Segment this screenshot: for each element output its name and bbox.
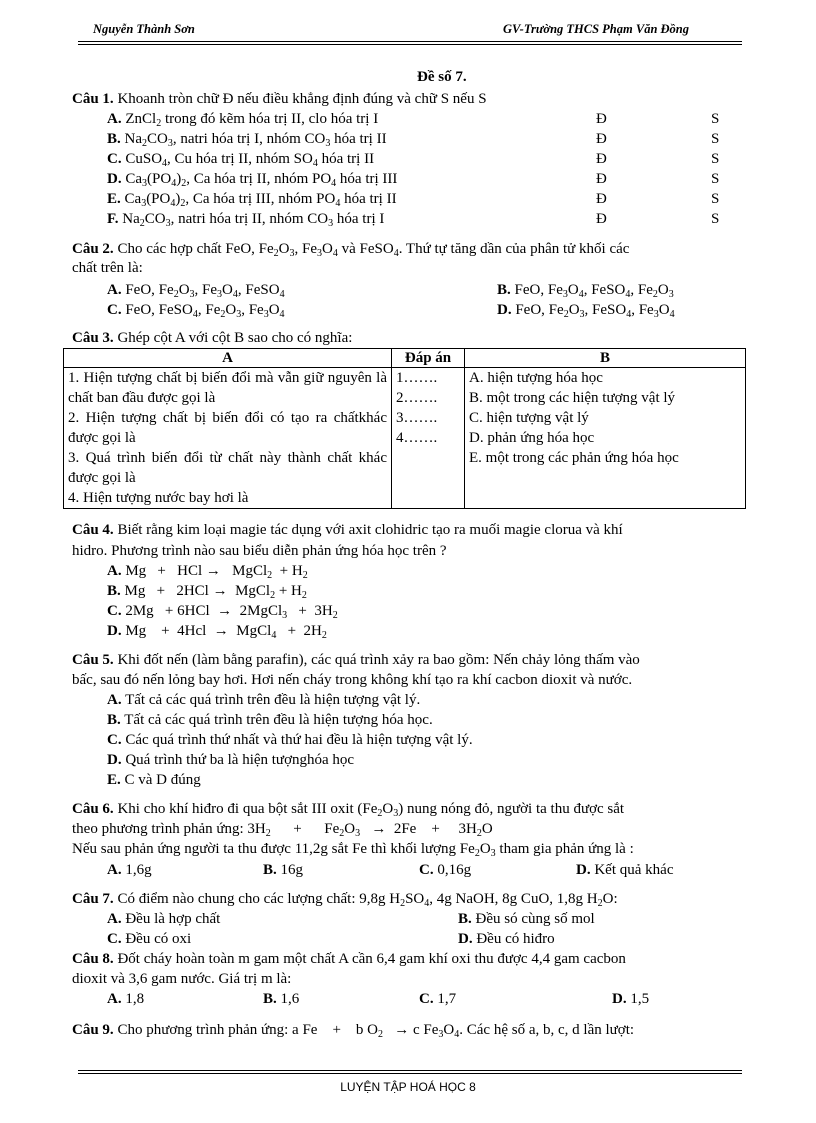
option-text: FeO, $Fe_2O_3$, $Fe_3O_4$, FeSO$_4$ [125, 282, 285, 300]
question-5-cont: bấc, sau đó nến lỏng bay hơi. Hơi nến cháy trong không khí tạo ra khí cacbon dioxit và nước. [72, 672, 633, 688]
false-choice[interactable]: S [711, 131, 720, 147]
option-letter: E. [107, 772, 121, 788]
option-text: Đều só cùng số mol [475, 911, 595, 927]
option-letter: B. [263, 862, 277, 878]
question-label: Câu 4. [72, 522, 114, 538]
option-letter: A. [107, 692, 122, 708]
option-letter: A. [107, 111, 122, 127]
question-7 [72, 890, 618, 909]
option-d[interactable] [497, 301, 675, 320]
true-choice[interactable]: Đ [596, 131, 607, 147]
true-choice[interactable]: Đ [596, 151, 607, 167]
option-a[interactable] [107, 691, 420, 710]
option-text: 1,6g [125, 862, 152, 878]
statement-text: CuSO$_4$, Cu hóa trị II, nhóm $SO_4$ hóa trị II [125, 151, 375, 169]
option-letter: A. [107, 282, 122, 298]
question-text: Biết rằng kim loại magie tác dụng với axit clohidric tạo ra muối magie clorua và khí [117, 522, 623, 538]
question-text: Khi cho khí hiđro đi qua bột sắt III oxit $(Fe_2O_3)$ nung nóng đỏ, người ta thu được sắt [117, 801, 625, 819]
question-4 [72, 521, 623, 540]
answer-blank[interactable]: 3……. [396, 410, 438, 426]
true-choice[interactable]: Đ [596, 211, 607, 227]
statement-e [107, 190, 397, 209]
option-letter: C. [419, 991, 434, 1007]
option-text: Các quá trình thứ nhất và thứ hai đều là hiện tượng vật lý. [125, 732, 473, 748]
option-text: Tất cả các quá trình trên đều là hiện tượng hóa học. [124, 712, 433, 728]
question-text: Có điểm nào chung cho các lượng chất: 9,8g $H_2SO_4$, 4g NaOH, 8g CuO, 1,8g $H_2O$: [117, 891, 618, 909]
statement-f [107, 210, 384, 229]
col-a-item: 4. Hiện tượng nước bay hơi là [68, 490, 249, 506]
true-choice[interactable]: Đ [596, 171, 607, 187]
exam-title: Đề số 7. [417, 69, 467, 85]
option-letter: B. [263, 991, 277, 1007]
col-b-item: A. hiện tượng hóa học [469, 370, 603, 386]
statement-d [107, 170, 397, 189]
option-text: Đều có hiđro [476, 931, 555, 947]
option-text: Tất cả các quá trình trên đều là hiện tượng vật lý. [125, 692, 421, 708]
option-text: C và D đúng [124, 772, 201, 788]
option-text: 1,6 [280, 991, 300, 1007]
option-a[interactable] [107, 562, 308, 581]
option-letter: A. [107, 991, 122, 1007]
option-text: 1,7 [437, 991, 457, 1007]
option-b[interactable] [263, 990, 299, 1009]
option-text: FeO, $Fe_3O_4$, FeSO$_4$, $Fe_2O_3$ [514, 282, 674, 300]
option-letter: D. [107, 171, 122, 187]
col-b-cell [465, 368, 746, 509]
question-1 [72, 90, 487, 109]
option-c[interactable] [107, 930, 191, 949]
option-a[interactable] [107, 990, 144, 1009]
option-letter: B. [497, 282, 511, 298]
question-label: Câu 8. [72, 951, 114, 967]
option-b[interactable] [107, 582, 307, 601]
option-letter: D. [458, 931, 473, 947]
option-letter: D. [107, 623, 122, 639]
false-choice[interactable]: S [711, 211, 720, 227]
option-d[interactable] [107, 751, 354, 770]
footer-rule [78, 1073, 742, 1074]
question-5 [72, 651, 640, 670]
option-d[interactable] [107, 622, 327, 641]
col-a-item: 3. Quá trình biến đổi từ chất này thành chất khác được gọi là [68, 450, 387, 486]
option-text: Mg + HCl → MgCl$_2$ + $H_2$ [125, 563, 308, 581]
question-text: Khi đốt nến (làm bằng parafin), các quá trình xảy ra bao gồm: Nến chảy lỏng thấm vào [117, 652, 640, 668]
option-d[interactable] [576, 861, 673, 880]
option-letter: D. [576, 862, 591, 878]
option-c[interactable] [107, 602, 338, 621]
question-4-cont: hidro. Phương trình nào sau biểu diễn phản ứng hóa học trên ? [72, 543, 447, 559]
question-6-cont: Nếu sau phản ứng người ta thu được 11,2g sắt Fe thì khối lượng $Fe_2O_3$ tham gia phản ứng là : [72, 841, 634, 859]
option-d[interactable] [612, 990, 649, 1009]
option-b[interactable] [107, 711, 433, 730]
question-label: Câu 3. [72, 330, 114, 346]
question-label: Câu 9. [72, 1022, 114, 1038]
matching-table [63, 348, 746, 509]
col-b-item: B. một trong các hiện tượng vật lý [469, 390, 676, 406]
statement-text: $Ca_3(PO_4)_2$, Ca hóa trị II, nhóm $PO_4$ hóa trị III [125, 171, 398, 189]
option-letter: D. [612, 991, 627, 1007]
option-letter: A. [107, 563, 122, 579]
true-choice[interactable]: Đ [596, 111, 607, 127]
question-text: Ghép cột A với cột B sao cho có nghĩa: [117, 330, 353, 346]
option-letter: E. [107, 191, 121, 207]
option-c[interactable] [419, 861, 471, 880]
question-8-cont: dioxit và 3,6 gam nước. Giá trị m là: [72, 971, 292, 987]
col-b-item: E. một trong các phản ứng hóa học [469, 450, 679, 466]
answer-blank[interactable]: 1……. [396, 370, 438, 386]
question-8 [72, 950, 626, 969]
statement-text: $Na_2CO_3$, natri hóa trị II, nhóm $CO_3$ hóa trị I [122, 211, 385, 229]
option-letter: C. [107, 302, 122, 318]
option-letter: D. [107, 752, 122, 768]
footer-rule [78, 1070, 742, 1071]
option-text: Kết quả khác [594, 862, 674, 878]
option-c[interactable] [419, 990, 456, 1009]
option-a[interactable] [107, 281, 285, 300]
option-text: 1,5 [630, 991, 650, 1007]
answer-cell[interactable] [392, 368, 465, 509]
col-b-item: D. phản ứng hóa học [469, 430, 595, 446]
option-text: Quá trình thứ ba là hiện tượnghóa học [125, 752, 355, 768]
header-school: GV-Trường THCS Phạm Văn Đồng [503, 22, 689, 36]
option-letter: B. [107, 583, 121, 599]
option-e[interactable] [107, 771, 201, 790]
col-b-item: C. hiện tượng vật lý [469, 410, 589, 426]
question-label: Câu 2. [72, 241, 114, 257]
question-text: Khoanh tròn chữ Đ nếu điều khẳng định đúng và chữ S nếu S [117, 91, 487, 107]
option-letter: D. [497, 302, 512, 318]
option-text: Mg + 2HCl → MgCl$_2$ + $H_2$ [124, 583, 307, 601]
question-2 [72, 240, 629, 259]
question-text: Cho phương trình phản ứng: a Fe + b $O_2 \to c$ $Fe_3O_4$. Các hệ số a, b, c, d lần lượt: [117, 1022, 635, 1040]
option-text: Mg + 4Hcl → MgCl$_4$ + $2H_2$ [125, 623, 327, 641]
statement-a [107, 110, 378, 129]
header-rule [78, 41, 742, 42]
option-letter: A. [107, 911, 122, 927]
false-choice[interactable]: S [711, 171, 720, 187]
false-choice[interactable]: S [711, 151, 720, 167]
question-text: Cho các hợp chất FeO, $Fe_2O_3$, $Fe_3O_4$ và FeSO$_4$. Thứ tự tăng dần của phân tử khối các [117, 241, 630, 259]
statement-b [107, 130, 387, 149]
option-letter: C. [107, 732, 122, 748]
answer-blank[interactable]: 4……. [396, 430, 438, 446]
option-text: Đều là hợp chất [125, 911, 221, 927]
statement-text: ZnCl$_2$ trong đó kẽm hóa trị II, clo hóa trị I [125, 111, 379, 129]
col-b-header: B [465, 349, 746, 368]
question-label: Câu 6. [72, 801, 114, 817]
option-letter: C. [107, 151, 122, 167]
option-text: FeO, $Fe_2O_3$, FeSO$_4$, $Fe_3O_4$ [515, 302, 675, 320]
option-letter: A. [107, 862, 122, 878]
option-c[interactable] [107, 301, 285, 320]
option-b[interactable] [497, 281, 674, 300]
statement-c [107, 150, 374, 169]
option-text: Đều có oxi [125, 931, 192, 947]
option-letter: B. [107, 712, 121, 728]
false-choice[interactable]: S [711, 111, 720, 127]
option-text: 1,8 [125, 991, 145, 1007]
question-3 [72, 329, 352, 348]
option-a[interactable] [107, 910, 220, 929]
question-2-cont: chất trên là: [72, 260, 143, 276]
option-letter: C. [419, 862, 434, 878]
option-text: 2Mg + 6HCl → 2MgCl$_3$ + $3H_2$ [125, 603, 338, 621]
header-rule [78, 44, 742, 45]
option-text: 16g [280, 862, 304, 878]
question-9 [72, 1021, 634, 1040]
col-a-item: 1. Hiện tượng chất bị biến đổi mà vẫn giữ nguyên là chất ban đầu được gọi là [68, 370, 387, 406]
question-label: Câu 5. [72, 652, 114, 668]
option-a[interactable] [107, 861, 152, 880]
option-letter: F. [107, 211, 119, 227]
footer-title: LUYỆN TẬP HOÁ HỌC 8 [340, 1080, 476, 1094]
option-letter: B. [107, 131, 121, 147]
question-6 [72, 800, 624, 819]
option-text: 0,16g [437, 862, 472, 878]
option-d[interactable] [458, 930, 555, 949]
answer-blank[interactable]: 2……. [396, 390, 438, 406]
option-b[interactable] [263, 861, 303, 880]
question-6-equation: theo phương trình phản ứng: $3H_2$ + $Fe_2O_3 \to 2Fe$ + $3H_2O$ [72, 821, 493, 839]
col-a-item: 2. Hiện tượng chất bị biến đổi có tạo ra chấtkhác được gọi là [68, 410, 387, 446]
col-a-header: A [64, 349, 392, 368]
option-c[interactable] [107, 731, 473, 750]
answer-header: Đáp án [392, 349, 465, 368]
option-letter: C. [107, 931, 122, 947]
col-a-cell [64, 368, 392, 509]
statement-text: $Na_2CO_3$, natri hóa trị I, nhóm $CO_3$ hóa trị II [124, 131, 387, 149]
question-label: Câu 1. [72, 91, 114, 107]
option-letter: B. [458, 911, 472, 927]
false-choice[interactable]: S [711, 191, 720, 207]
statement-text: $Ca_3(PO_4)_2$, Ca hóa trị III, nhóm $PO_4$ hóa trị II [124, 191, 397, 209]
true-choice[interactable]: Đ [596, 191, 607, 207]
question-label: Câu 7. [72, 891, 114, 907]
header-author: Nguyễn Thành Sơn [93, 22, 195, 36]
question-text: Đốt cháy hoàn toàn m gam một chất A cần 6,4 gam khí oxi thu được 4,4 gam cacbon [117, 951, 626, 967]
option-b[interactable] [458, 910, 595, 929]
option-letter: C. [107, 603, 122, 619]
option-text: FeO, FeSO$_4$, $Fe_2O_3$, $Fe_3O_4$ [125, 302, 285, 320]
